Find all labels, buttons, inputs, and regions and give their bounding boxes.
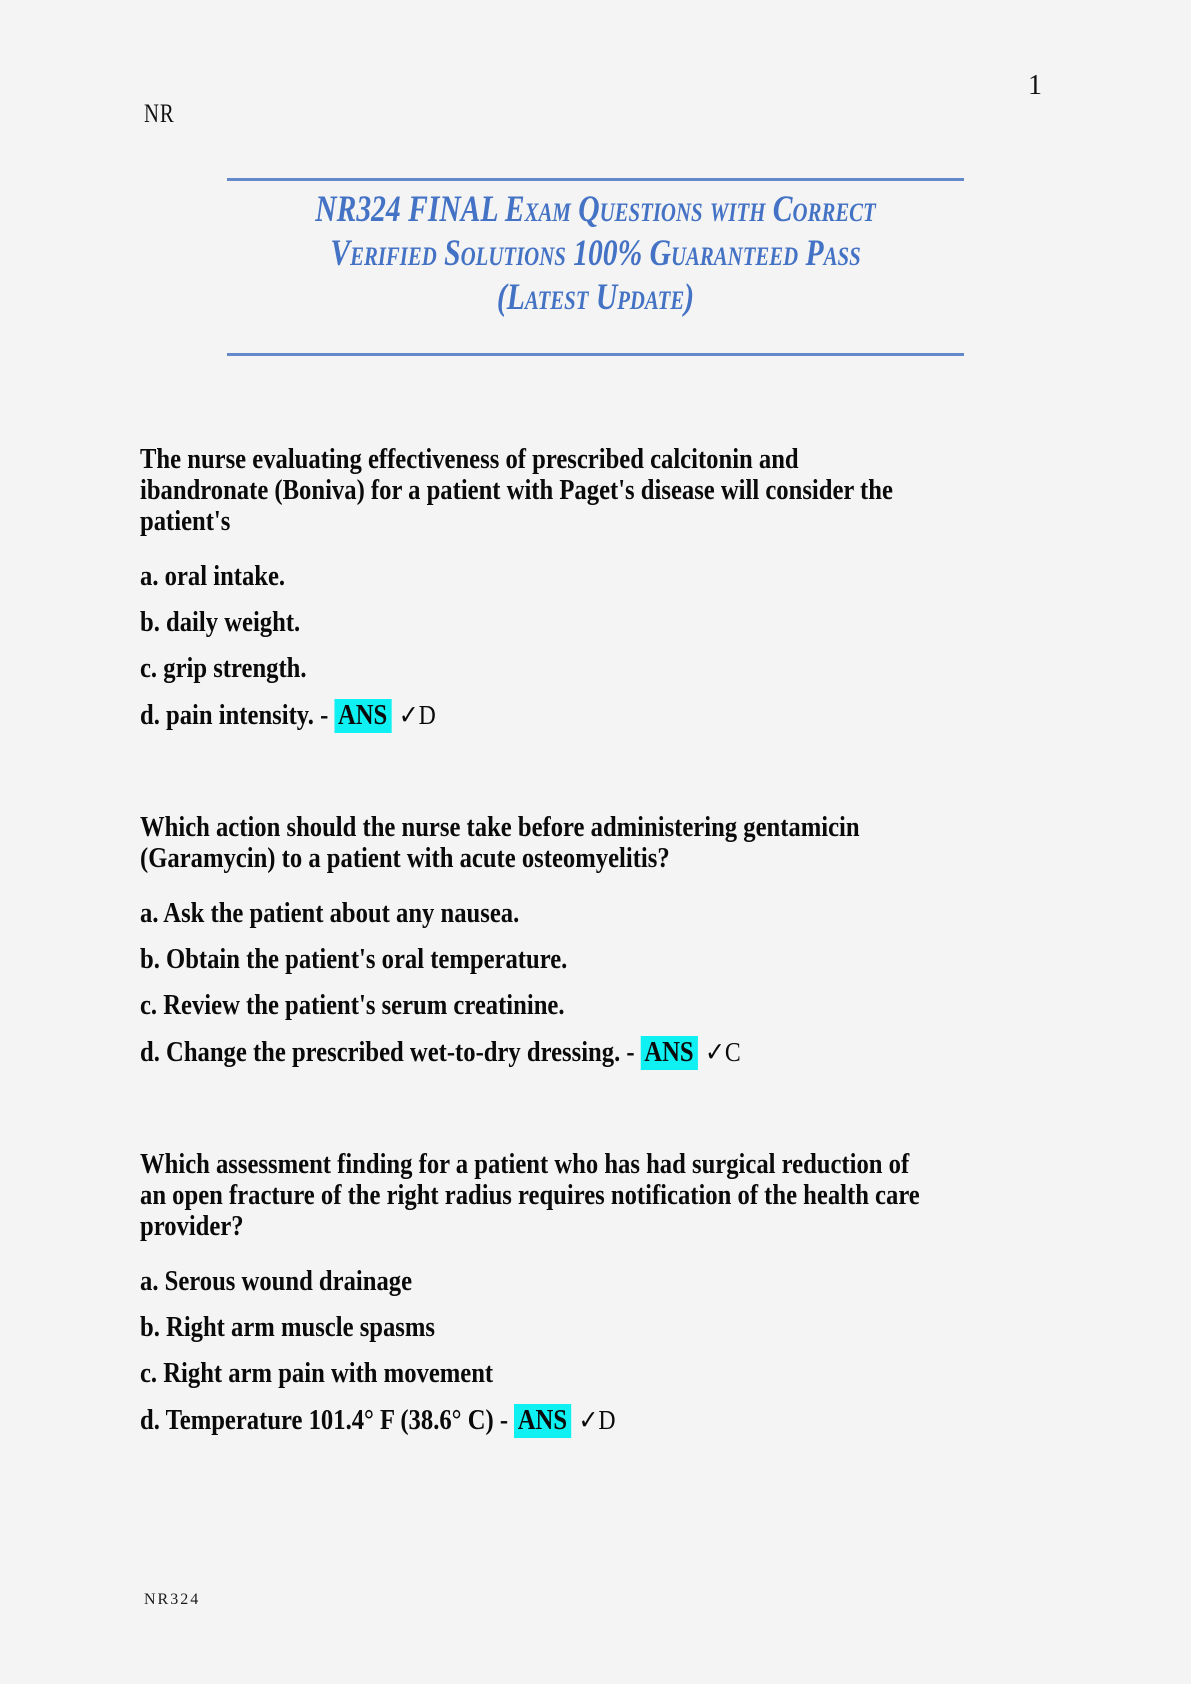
page-number: 1 [1028, 70, 1042, 101]
title-text [301, 188, 891, 320]
stem-line: provider? [140, 1211, 244, 1242]
option-line-a [140, 561, 985, 593]
stem-line: patient's [140, 506, 231, 537]
option-text: a. Ask the patient about any nausea. [140, 898, 520, 929]
stem-line: (Garamycin) to a patient with acute osteomyelitis? [140, 843, 670, 874]
answer-highlight: ANS [514, 1404, 571, 1438]
option-text: c. grip strength. [140, 653, 307, 684]
options-list [140, 561, 1100, 732]
title-line-3: (Latest Update) [496, 277, 695, 318]
stem-line: Which action should the nurse take before administering gentamicin [140, 812, 860, 843]
footer-doc-code: NR324 [144, 1591, 201, 1608]
question-block-1 [140, 444, 1100, 732]
question-block-2 [140, 812, 1100, 1069]
title-block [227, 178, 964, 356]
option-line-a [140, 1266, 985, 1298]
option-line-c [140, 653, 985, 685]
question-stem [140, 812, 1100, 874]
option-line-d [140, 1404, 985, 1437]
title-line-2: Verified Solutions 100% Guaranteed Pass [330, 233, 861, 274]
option-text: b. Obtain the patient's oral temperature. [140, 944, 568, 975]
option-text: b. Right arm muscle spasms [140, 1312, 436, 1343]
option-text: c. Right arm pain with movement [140, 1358, 494, 1389]
question-block-3 [140, 1149, 1100, 1437]
option-line-b [140, 607, 985, 639]
option-text: d. Change the prescribed wet-to-dry dressing. - [140, 1037, 641, 1068]
option-text: b. daily weight. [140, 607, 301, 638]
header-doc-code: NR [144, 99, 175, 128]
stem-line: The nurse evaluating effectiveness of prescribed calcitonin and [140, 444, 799, 475]
answer-check-mark: ✓C [705, 1037, 741, 1067]
question-stem [140, 1149, 1100, 1242]
stem-line: an open fracture of the right radius requires notification of the health care [140, 1180, 920, 1211]
option-text: d. Temperature 101.4° F (38.6° C) - [140, 1405, 515, 1436]
option-text: a. Serous wound drainage [140, 1266, 413, 1297]
option-line-d [140, 1036, 985, 1069]
option-line-a [140, 898, 985, 930]
option-line-b [140, 1312, 985, 1344]
option-line-d [140, 699, 985, 732]
answer-highlight: ANS [641, 1036, 698, 1070]
questions-list [140, 444, 1100, 1437]
option-line-c [140, 1358, 985, 1390]
option-line-c [140, 990, 985, 1022]
option-line-b [140, 944, 985, 976]
options-list [140, 1266, 1100, 1437]
options-list [140, 898, 1100, 1069]
title-line-1: NR324 FINAL Exam Questions with Correct [315, 189, 876, 230]
answer-check-mark: ✓D [578, 1405, 616, 1435]
stem-line: ibandronate (Boniva) for a patient with Paget's disease will consider the [140, 475, 893, 506]
answer-check-mark: ✓D [398, 700, 436, 730]
option-text: a. oral intake. [140, 561, 286, 592]
answer-highlight: ANS [334, 699, 391, 733]
question-stem [140, 444, 1100, 537]
option-text: d. pain intensity. - [140, 700, 335, 731]
option-text: c. Review the patient's serum creatinine. [140, 990, 565, 1021]
stem-line: Which assessment finding for a patient who has had surgical reduction of [140, 1149, 910, 1180]
